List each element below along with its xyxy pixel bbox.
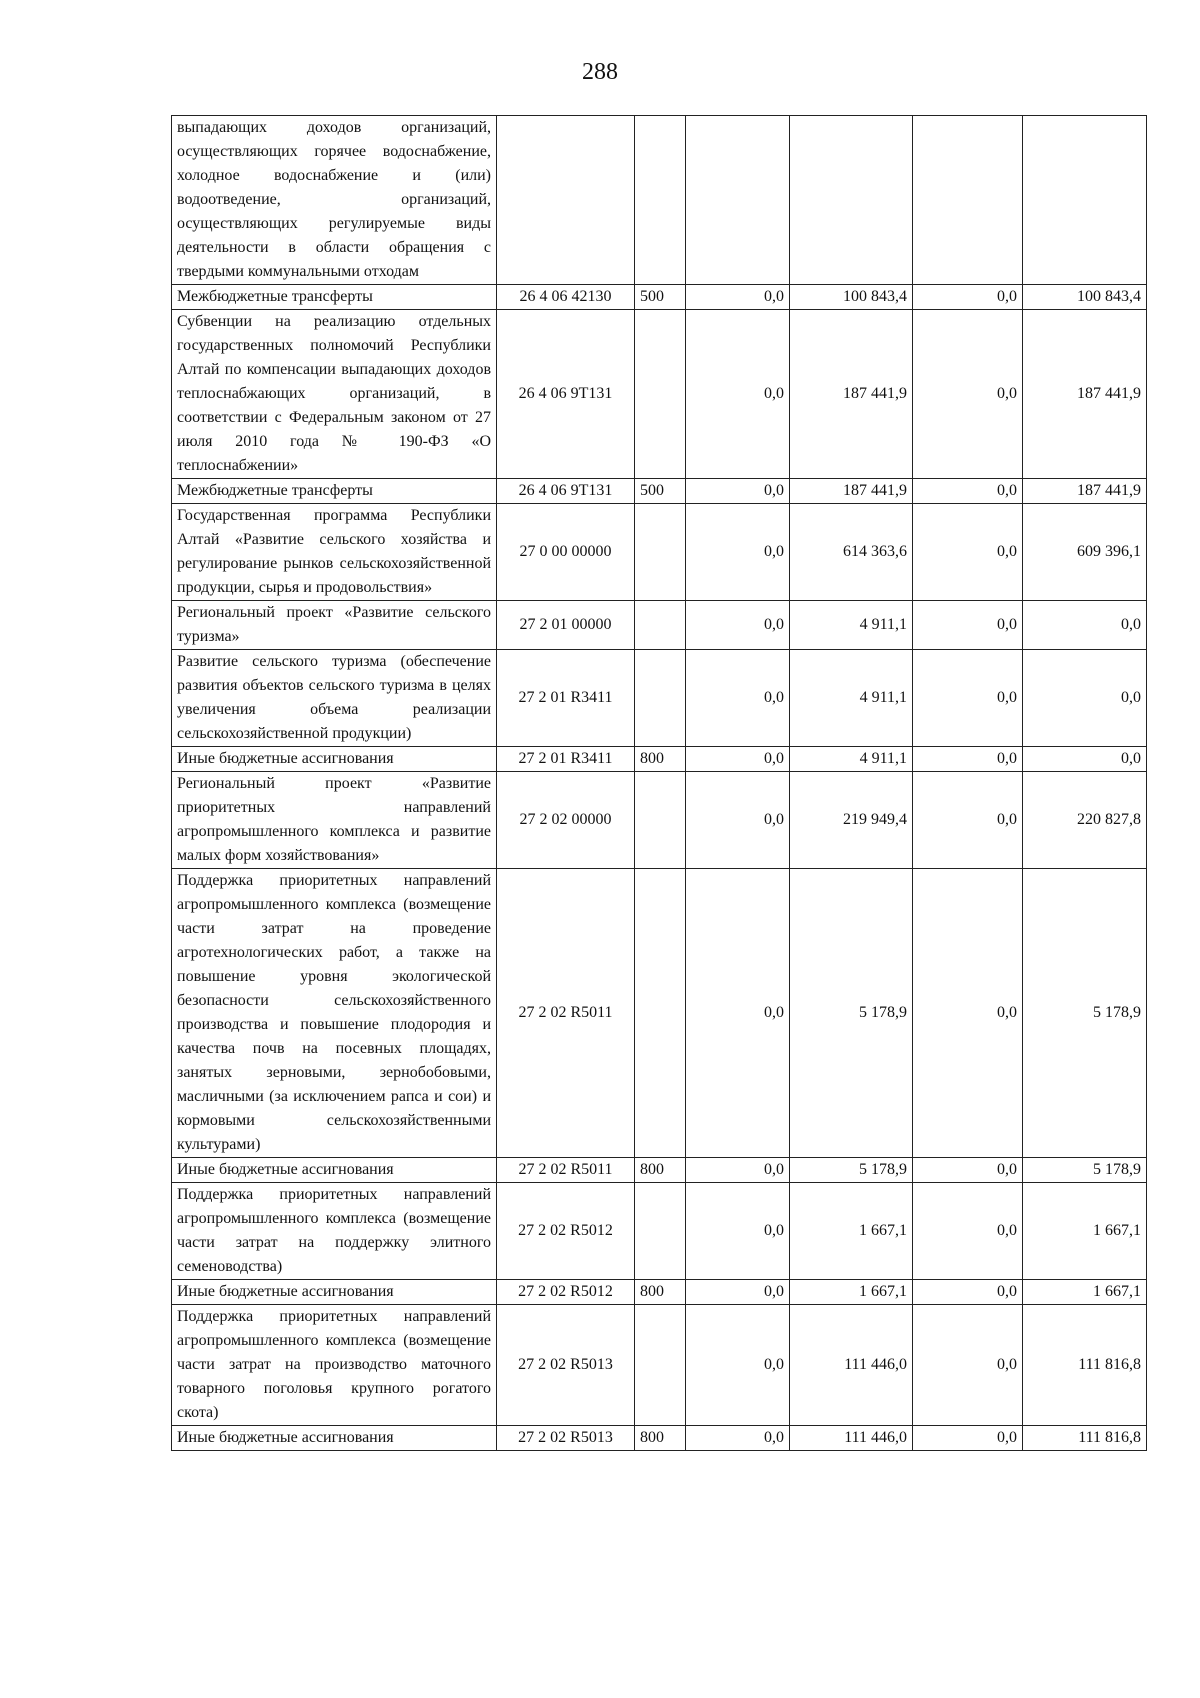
- row-expense-type-cell: [635, 601, 686, 650]
- row-value-4-cell: [1023, 116, 1147, 285]
- row-value-4-cell: 1 667,1: [1023, 1280, 1147, 1305]
- row-expense-type-cell: [635, 1305, 686, 1426]
- row-name-cell: Государственная программа Республики Алтай «Развитие сельского хозяйства и регулирование рынков сельскохозяйственной продукции, сырья и продовольствия»: [172, 504, 497, 601]
- table-row: [172, 1183, 1147, 1280]
- row-name-cell: Иные бюджетные ассигнования: [172, 1426, 497, 1451]
- row-code-cell: 26 4 06 42130: [497, 285, 635, 310]
- row-expense-type-cell: 800: [635, 1280, 686, 1305]
- row-expense-type-cell: [635, 116, 686, 285]
- row-value-2-cell: 4 911,1: [790, 747, 913, 772]
- row-value-3-cell: 0,0: [913, 772, 1023, 869]
- row-code-cell: 27 2 02 00000: [497, 772, 635, 869]
- row-name-cell: Субвенции на реализацию отдельных государственных полномочий Республики Алтай по компенсации выпадающих доходов теплоснабжающих организаций, в соответствии с Федеральным законом от 27 июля 2010 года № 190-ФЗ «О теплоснабжении»: [172, 310, 497, 479]
- row-code-cell: 27 2 02 R5013: [497, 1305, 635, 1426]
- row-value-1-cell: 0,0: [686, 479, 790, 504]
- row-code-cell: 27 2 02 R5012: [497, 1280, 635, 1305]
- table-row: [172, 869, 1147, 1158]
- row-value-3-cell: 0,0: [913, 1158, 1023, 1183]
- row-expense-type-cell: 800: [635, 1426, 686, 1451]
- row-value-2-cell: 614 363,6: [790, 504, 913, 601]
- row-value-2-cell: 1 667,1: [790, 1280, 913, 1305]
- row-value-2-cell: [790, 116, 913, 285]
- row-value-3-cell: 0,0: [913, 869, 1023, 1158]
- row-name-cell: Развитие сельского туризма (обеспечение развития объектов сельского туризма в целях увеличения объема реализации сельскохозяйственной продукции): [172, 650, 497, 747]
- row-value-3-cell: 0,0: [913, 504, 1023, 601]
- row-value-2-cell: 100 843,4: [790, 285, 913, 310]
- row-value-2-cell: 5 178,9: [790, 869, 913, 1158]
- row-code-cell: 27 2 01 R3411: [497, 650, 635, 747]
- table-row: [172, 310, 1147, 479]
- table-row: [172, 747, 1147, 772]
- row-value-1-cell: 0,0: [686, 772, 790, 869]
- row-name-cell: Поддержка приоритетных направлений агропромышленного комплекса (возмещение части затрат на проведение агротехнологических работ, а также на повышение уровня экологической безопасности сельскохозяйственного производства и повышение плодородия и качества почв на посевных площадях, занятых зерновыми, зернобобовыми, масличными (за исключением рапса и сои) и кормовыми сельскохозяйственными культурами): [172, 869, 497, 1158]
- table-row: [172, 1426, 1147, 1451]
- row-value-4-cell: 187 441,9: [1023, 310, 1147, 479]
- row-value-4-cell: 0,0: [1023, 601, 1147, 650]
- row-value-4-cell: 0,0: [1023, 650, 1147, 747]
- row-value-4-cell: 5 178,9: [1023, 869, 1147, 1158]
- table-row: [172, 601, 1147, 650]
- row-code-cell: [497, 116, 635, 285]
- row-value-1-cell: 0,0: [686, 504, 790, 601]
- table-row: [172, 116, 1147, 285]
- row-expense-type-cell: 800: [635, 1158, 686, 1183]
- row-value-3-cell: [913, 116, 1023, 285]
- row-value-4-cell: 0,0: [1023, 747, 1147, 772]
- row-name-cell: Поддержка приоритетных направлений агропромышленного комплекса (возмещение части затрат на поддержку элитного семеноводства): [172, 1183, 497, 1280]
- row-value-4-cell: 111 816,8: [1023, 1305, 1147, 1426]
- row-name-cell: Иные бюджетные ассигнования: [172, 1158, 497, 1183]
- row-value-4-cell: 111 816,8: [1023, 1426, 1147, 1451]
- row-name-cell: Иные бюджетные ассигнования: [172, 1280, 497, 1305]
- row-value-4-cell: 5 178,9: [1023, 1158, 1147, 1183]
- row-name-cell: Региональный проект «Развитие сельского туризма»: [172, 601, 497, 650]
- row-value-2-cell: 111 446,0: [790, 1305, 913, 1426]
- row-value-2-cell: 5 178,9: [790, 1158, 913, 1183]
- table-row: [172, 1305, 1147, 1426]
- row-value-3-cell: 0,0: [913, 601, 1023, 650]
- table-row: [172, 504, 1147, 601]
- row-value-1-cell: 0,0: [686, 1280, 790, 1305]
- row-value-4-cell: 220 827,8: [1023, 772, 1147, 869]
- row-expense-type-cell: [635, 650, 686, 747]
- row-value-2-cell: 187 441,9: [790, 310, 913, 479]
- row-name-cell: Иные бюджетные ассигнования: [172, 747, 497, 772]
- row-code-cell: 26 4 06 9Т131: [497, 479, 635, 504]
- row-value-1-cell: 0,0: [686, 310, 790, 479]
- row-value-1-cell: 0,0: [686, 747, 790, 772]
- row-code-cell: 27 2 01 00000: [497, 601, 635, 650]
- row-value-2-cell: 4 911,1: [790, 601, 913, 650]
- row-value-3-cell: 0,0: [913, 650, 1023, 747]
- row-code-cell: 27 2 01 R3411: [497, 747, 635, 772]
- row-value-4-cell: 187 441,9: [1023, 479, 1147, 504]
- row-expense-type-cell: [635, 772, 686, 869]
- row-expense-type-cell: [635, 869, 686, 1158]
- row-value-3-cell: 0,0: [913, 1280, 1023, 1305]
- table-row: [172, 650, 1147, 747]
- page-number: 288: [582, 59, 618, 85]
- table-row: [172, 479, 1147, 504]
- row-expense-type-cell: 800: [635, 747, 686, 772]
- budget-table: [171, 115, 1147, 1451]
- row-expense-type-cell: [635, 1183, 686, 1280]
- row-value-1-cell: 0,0: [686, 1158, 790, 1183]
- row-name-cell: Межбюджетные трансферты: [172, 479, 497, 504]
- table-row: [172, 772, 1147, 869]
- row-value-3-cell: 0,0: [913, 285, 1023, 310]
- row-value-2-cell: 1 667,1: [790, 1183, 913, 1280]
- row-value-3-cell: 0,0: [913, 1426, 1023, 1451]
- row-value-2-cell: 111 446,0: [790, 1426, 913, 1451]
- row-name-cell: выпадающих доходов организаций, осуществляющих горячее водоснабжение, холодное водоснабжение и (или) водоотведение, организаций, осуществляющих регулируемые виды деятельности в области обращения с твердыми коммунальными отходам: [172, 116, 497, 285]
- row-value-2-cell: 4 911,1: [790, 650, 913, 747]
- row-code-cell: 27 2 02 R5013: [497, 1426, 635, 1451]
- row-value-3-cell: 0,0: [913, 1305, 1023, 1426]
- row-expense-type-cell: 500: [635, 285, 686, 310]
- row-value-1-cell: 0,0: [686, 650, 790, 747]
- row-code-cell: 26 4 06 9Т131: [497, 310, 635, 479]
- row-name-cell: Межбюджетные трансферты: [172, 285, 497, 310]
- row-value-1-cell: 0,0: [686, 601, 790, 650]
- row-expense-type-cell: [635, 504, 686, 601]
- row-value-1-cell: [686, 116, 790, 285]
- row-value-3-cell: 0,0: [913, 747, 1023, 772]
- table-row: [172, 285, 1147, 310]
- row-value-3-cell: 0,0: [913, 310, 1023, 479]
- table-row: [172, 1280, 1147, 1305]
- table-row: [172, 1158, 1147, 1183]
- row-expense-type-cell: 500: [635, 479, 686, 504]
- row-name-cell: Поддержка приоритетных направлений агропромышленного комплекса (возмещение части затрат на производство маточного товарного поголовья крупного рогатого скота): [172, 1305, 497, 1426]
- row-value-3-cell: 0,0: [913, 1183, 1023, 1280]
- row-value-4-cell: 609 396,1: [1023, 504, 1147, 601]
- row-name-cell: Региональный проект «Развитие приоритетных направлений агропромышленного комплекса и развитие малых форм хозяйствования»: [172, 772, 497, 869]
- row-value-1-cell: 0,0: [686, 869, 790, 1158]
- row-code-cell: 27 2 02 R5011: [497, 869, 635, 1158]
- row-value-4-cell: 1 667,1: [1023, 1183, 1147, 1280]
- row-code-cell: 27 2 02 R5011: [497, 1158, 635, 1183]
- row-value-1-cell: 0,0: [686, 285, 790, 310]
- row-value-3-cell: 0,0: [913, 479, 1023, 504]
- row-value-1-cell: 0,0: [686, 1305, 790, 1426]
- row-code-cell: 27 0 00 00000: [497, 504, 635, 601]
- row-expense-type-cell: [635, 310, 686, 479]
- row-value-1-cell: 0,0: [686, 1426, 790, 1451]
- row-value-2-cell: 187 441,9: [790, 479, 913, 504]
- row-value-4-cell: 100 843,4: [1023, 285, 1147, 310]
- row-value-2-cell: 219 949,4: [790, 772, 913, 869]
- row-value-1-cell: 0,0: [686, 1183, 790, 1280]
- row-code-cell: 27 2 02 R5012: [497, 1183, 635, 1280]
